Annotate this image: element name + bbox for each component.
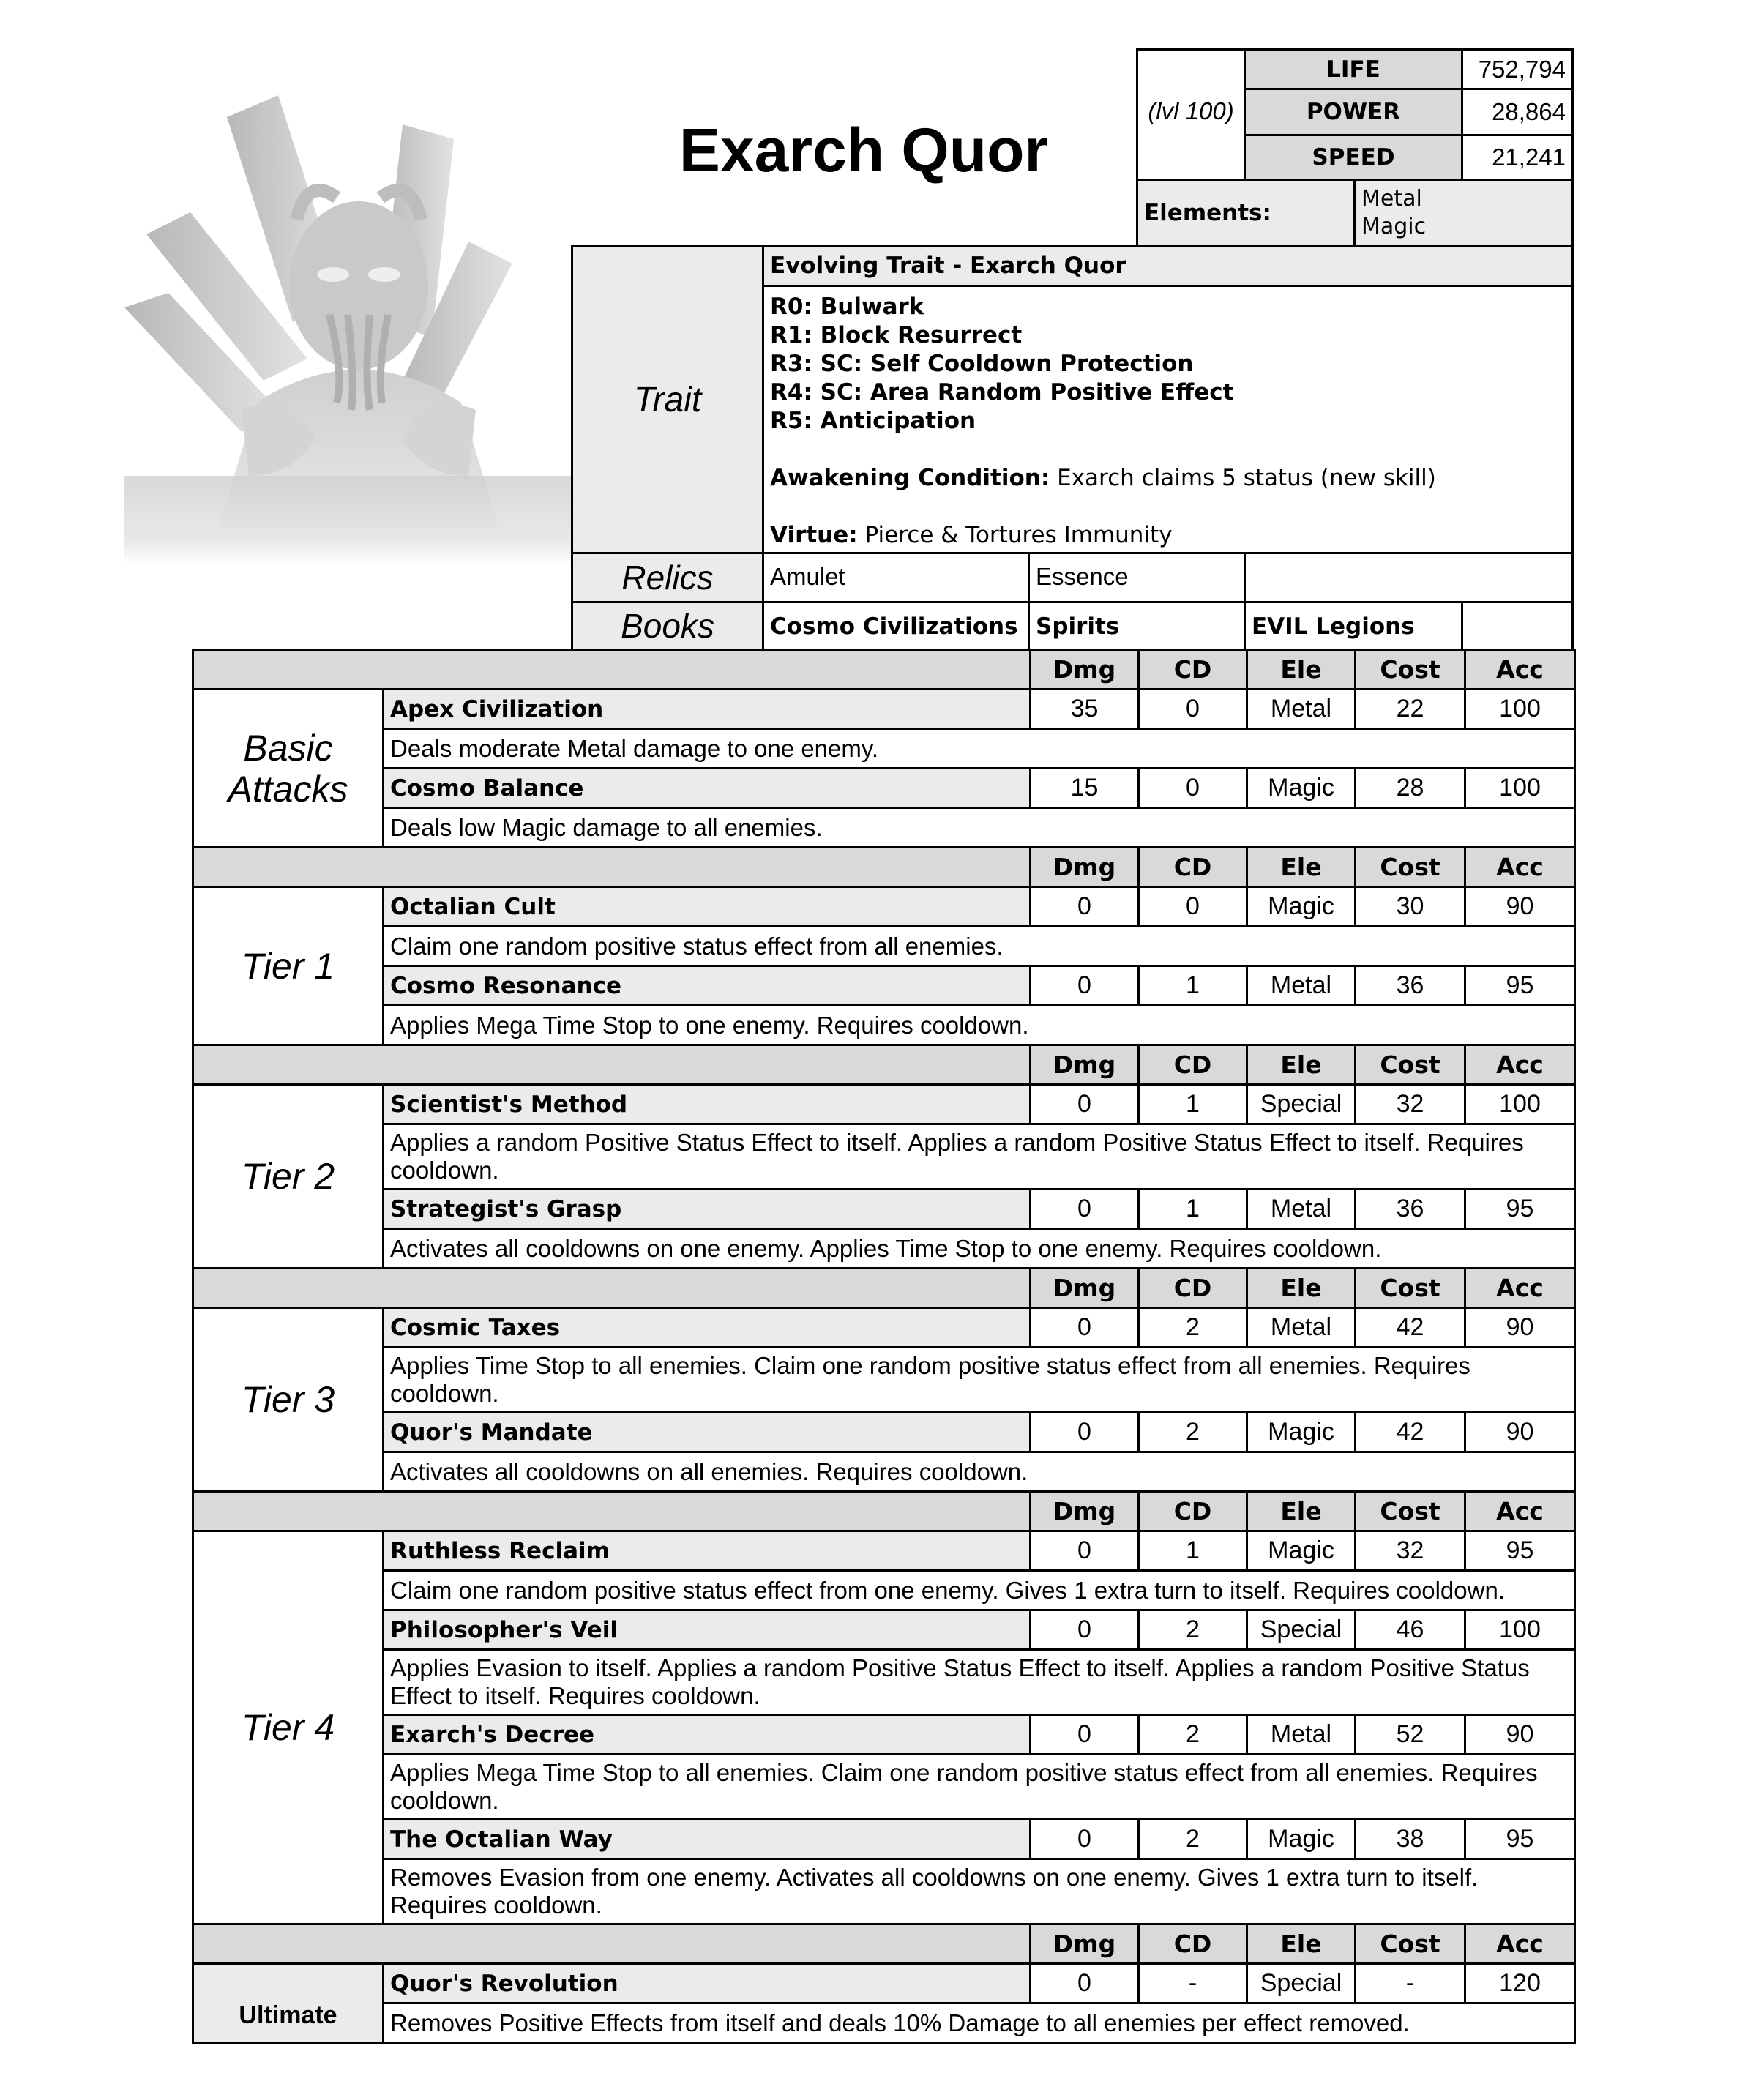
skill-description-row [193, 1452, 1575, 1492]
skill-row [193, 1820, 1575, 1859]
skill-name: Quor's Mandate [384, 1413, 1031, 1452]
skill-dmg: 0 [1031, 1964, 1139, 2003]
section-header-row [193, 650, 1575, 690]
column-header-acc: Acc [1465, 1924, 1575, 1964]
skill-cd: 1 [1139, 1085, 1247, 1124]
skill-cd: 1 [1139, 1531, 1247, 1571]
column-header-cd: CD [1139, 848, 1247, 887]
relics-label-cell: Relics [571, 552, 764, 603]
skill-description-row [193, 1859, 1575, 1924]
skill-dmg: 35 [1031, 690, 1139, 729]
section-header-blank [193, 1045, 1031, 1085]
skill-acc: 95 [1465, 1189, 1575, 1229]
stats-box [1136, 48, 1574, 247]
skill-ele: Magic [1247, 1413, 1356, 1452]
skill-description: Deals moderate Metal damage to one enemy. [384, 729, 1575, 769]
column-header-dmg: Dmg [1031, 650, 1139, 690]
stat-label-power: POWER [1244, 88, 1463, 136]
book-item: Spirits [1028, 601, 1246, 651]
column-header-cd: CD [1139, 1269, 1247, 1308]
trait-rank: R5: Anticipation [770, 408, 976, 434]
column-header-acc: Acc [1465, 1269, 1575, 1308]
column-header-cd: CD [1139, 1045, 1247, 1085]
skill-row [193, 690, 1575, 729]
book-item: EVIL Legions [1244, 601, 1463, 651]
skill-description: Deals low Magic damage to all enemies. [384, 808, 1575, 848]
skill-cost: 32 [1356, 1085, 1465, 1124]
column-header-dmg: Dmg [1031, 1492, 1139, 1531]
column-header-ele: Ele [1247, 848, 1356, 887]
skill-row [193, 1308, 1575, 1348]
skill-description: Claim one random positive status effect from one enemy. Gives 1 extra turn to itself. Requires cooldown. [384, 1571, 1575, 1610]
skill-acc: 100 [1465, 769, 1575, 808]
skill-dmg: 0 [1031, 887, 1139, 927]
skill-ele: Metal [1247, 1189, 1356, 1229]
skill-cost: 36 [1356, 1189, 1465, 1229]
tier-label: Tier 2 [193, 1085, 384, 1269]
skill-name: Quor's Revolution [384, 1964, 1031, 2003]
skill-name: Scientist's Method [384, 1085, 1031, 1124]
relic-item [1244, 552, 1574, 603]
skill-cd: 2 [1139, 1610, 1247, 1650]
skill-acc: 95 [1465, 1820, 1575, 1859]
element-magic: Magic [1361, 214, 1427, 239]
trait-rank: R0: Bulwark [770, 294, 924, 320]
elements-values-cell [1353, 179, 1574, 247]
skill-cost: 38 [1356, 1820, 1465, 1859]
column-header-cost: Cost [1356, 1045, 1465, 1085]
column-header-acc: Acc [1465, 1045, 1575, 1085]
skill-description: Applies Mega Time Stop to all enemies. Claim one random positive status effect from all enemies. Requires cooldown. [384, 1755, 1575, 1820]
book-item: Cosmo Civilizations [762, 601, 1030, 651]
stat-value-life: 752,794 [1461, 48, 1574, 90]
skill-row [193, 1610, 1575, 1650]
skill-description-row [193, 1571, 1575, 1610]
skill-description: Applies Time Stop to all enemies. Claim one random positive status effect from all enemies. Requires cooldown. [384, 1348, 1575, 1413]
skill-ele: Magic [1247, 1531, 1356, 1571]
column-header-dmg: Dmg [1031, 1924, 1139, 1964]
skill-name: Cosmic Taxes [384, 1308, 1031, 1348]
skill-description: Applies Mega Time Stop to one enemy. Requires cooldown. [384, 1006, 1575, 1045]
section-header-blank [193, 1924, 1031, 1964]
skill-row [193, 966, 1575, 1006]
skill-description-row [193, 808, 1575, 848]
skill-dmg: 0 [1031, 1308, 1139, 1348]
column-header-cd: CD [1139, 1924, 1247, 1964]
skill-cd: 1 [1139, 966, 1247, 1006]
skill-acc: 90 [1465, 1308, 1575, 1348]
skill-cd: 0 [1139, 690, 1247, 729]
skill-acc: 95 [1465, 1531, 1575, 1571]
tier-label: Basic Attacks [193, 690, 384, 848]
skill-cd: 2 [1139, 1820, 1247, 1859]
skill-description-row [193, 1650, 1575, 1715]
section-header-row [193, 1269, 1575, 1308]
section-header-row [193, 1492, 1575, 1531]
trait-header: Evolving Trait - Exarch Quor [770, 253, 1126, 279]
hero-portrait-image [124, 95, 578, 564]
skill-description-row [193, 1006, 1575, 1045]
elements-label-cell: Elements: [1136, 179, 1356, 247]
skill-acc: 95 [1465, 966, 1575, 1006]
tier-label: Tier 4 [193, 1531, 384, 1924]
column-header-ele: Ele [1247, 1492, 1356, 1531]
skill-cd: 1 [1139, 1189, 1247, 1229]
skill-cd: - [1139, 1964, 1247, 2003]
skill-ele: Metal [1247, 966, 1356, 1006]
element-metal: Metal [1361, 186, 1422, 212]
section-header-blank [193, 650, 1031, 690]
stat-value-speed: 21,241 [1461, 134, 1574, 181]
skill-cost: 42 [1356, 1413, 1465, 1452]
column-header-cost: Cost [1356, 1924, 1465, 1964]
trait-details-cell [762, 285, 1574, 554]
skill-description: Claim one random positive status effect from all enemies. [384, 927, 1575, 966]
column-header-ele: Ele [1247, 650, 1356, 690]
skill-ele: Metal [1247, 1715, 1356, 1755]
skill-description-row [193, 1348, 1575, 1413]
skill-dmg: 0 [1031, 1531, 1139, 1571]
virtue: Virtue: Pierce & Tortures Immunity [770, 522, 1173, 548]
trait-rank: R3: SC: Self Cooldown Protection [770, 351, 1194, 377]
column-header-cost: Cost [1356, 848, 1465, 887]
page-title: Exarch Quor [679, 116, 1049, 184]
trait-header-cell [762, 245, 1574, 287]
tier-label: Ultimate [193, 1964, 384, 2043]
skill-ele: Magic [1247, 887, 1356, 927]
skill-row [193, 1531, 1575, 1571]
skill-description-row [193, 1229, 1575, 1269]
skill-cost: 36 [1356, 966, 1465, 1006]
column-header-ele: Ele [1247, 1924, 1356, 1964]
skill-row [193, 1715, 1575, 1755]
trait-label-cell: Trait [571, 245, 764, 554]
skill-description-row [193, 729, 1575, 769]
skill-ele: Magic [1247, 1820, 1356, 1859]
skill-acc: 90 [1465, 1715, 1575, 1755]
skill-acc: 90 [1465, 1413, 1575, 1452]
skill-description: Applies Evasion to itself. Applies a random Positive Status Effect to itself. Applies a random Positive Status Effect to itself. Requires cooldown. [384, 1650, 1575, 1715]
skill-dmg: 0 [1031, 1413, 1139, 1452]
column-header-acc: Acc [1465, 848, 1575, 887]
skill-ele: Special [1247, 1964, 1356, 2003]
column-header-cd: CD [1139, 650, 1247, 690]
skill-name: The Octalian Way [384, 1820, 1031, 1859]
skill-acc: 100 [1465, 690, 1575, 729]
skill-ele: Magic [1247, 769, 1356, 808]
skill-ele: Special [1247, 1610, 1356, 1650]
section-header-blank [193, 848, 1031, 887]
section-header-blank [193, 1492, 1031, 1531]
tier-label: Tier 3 [193, 1308, 384, 1492]
skill-cd: 2 [1139, 1715, 1247, 1755]
skill-dmg: 0 [1031, 1715, 1139, 1755]
section-header-blank [193, 1269, 1031, 1308]
skill-description-row [193, 1755, 1575, 1820]
skill-ele: Metal [1247, 1308, 1356, 1348]
skill-description: Activates all cooldowns on all enemies. Requires cooldown. [384, 1452, 1575, 1492]
skill-cost: - [1356, 1964, 1465, 2003]
skill-acc: 100 [1465, 1610, 1575, 1650]
skill-dmg: 15 [1031, 769, 1139, 808]
skill-name: Philosopher's Veil [384, 1610, 1031, 1650]
skill-description: Removes Positive Effects from itself and deals 10% Damage to all enemies per effect removed. [384, 2003, 1575, 2043]
skill-cost: 32 [1356, 1531, 1465, 1571]
column-header-ele: Ele [1247, 1269, 1356, 1308]
column-header-cd: CD [1139, 1492, 1247, 1531]
column-header-dmg: Dmg [1031, 848, 1139, 887]
tier-label: Tier 1 [193, 887, 384, 1045]
skill-acc: 90 [1465, 887, 1575, 927]
skill-acc: 120 [1465, 1964, 1575, 2003]
skill-dmg: 0 [1031, 1610, 1139, 1650]
trait-rank: R1: Block Resurrect [770, 322, 1023, 348]
column-header-acc: Acc [1465, 1492, 1575, 1531]
skill-cd: 0 [1139, 769, 1247, 808]
skill-ele: Special [1247, 1085, 1356, 1124]
skill-description-row [193, 2003, 1575, 2043]
trait-rank: R4: SC: Area Random Positive Effect [770, 379, 1234, 406]
stat-label-life: LIFE [1244, 48, 1463, 90]
stat-label-speed: SPEED [1244, 134, 1463, 181]
skill-dmg: 0 [1031, 1085, 1139, 1124]
skill-row [193, 1189, 1575, 1229]
relic-item: Amulet [762, 552, 1030, 603]
column-header-acc: Acc [1465, 650, 1575, 690]
skill-name: Cosmo Resonance [384, 966, 1031, 1006]
skill-cd: 2 [1139, 1413, 1247, 1452]
awakening-condition: Awakening Condition: Exarch claims 5 status (new skill) [770, 465, 1436, 491]
skill-cost: 46 [1356, 1610, 1465, 1650]
skill-row [193, 1964, 1575, 2003]
skill-name: Exarch's Decree [384, 1715, 1031, 1755]
level-text: (lvl 100) [1148, 97, 1234, 124]
skill-ele: Metal [1247, 690, 1356, 729]
skill-description-row [193, 1124, 1575, 1189]
column-header-ele: Ele [1247, 1045, 1356, 1085]
skill-row [193, 1085, 1575, 1124]
skill-name: Apex Civilization [384, 690, 1031, 729]
skill-name: Cosmo Balance [384, 769, 1031, 808]
skills-table [192, 649, 1576, 2044]
skill-description: Applies a random Positive Status Effect to itself. Applies a random Positive Status Effect to itself. Requires cooldown. [384, 1124, 1575, 1189]
skill-cd: 0 [1139, 887, 1247, 927]
skill-cd: 2 [1139, 1308, 1247, 1348]
section-header-row [193, 1045, 1575, 1085]
skill-dmg: 0 [1031, 1189, 1139, 1229]
skill-name: Strategist's Grasp [384, 1189, 1031, 1229]
skill-cost: 30 [1356, 887, 1465, 927]
books-label-cell: Books [571, 601, 764, 651]
skill-row [193, 887, 1575, 927]
skill-cost: 22 [1356, 690, 1465, 729]
column-header-cost: Cost [1356, 1492, 1465, 1531]
column-header-cost: Cost [1356, 1269, 1465, 1308]
skill-row [193, 769, 1575, 808]
skill-description-row [193, 927, 1575, 966]
skill-description: Removes Evasion from one enemy. Activates all cooldowns on one enemy. Gives 1 extra turn to itself. Requires cooldown. [384, 1859, 1575, 1924]
skill-dmg: 0 [1031, 1820, 1139, 1859]
skill-cost: 28 [1356, 769, 1465, 808]
column-header-cost: Cost [1356, 650, 1465, 690]
skill-name: Ruthless Reclaim [384, 1531, 1031, 1571]
skill-acc: 100 [1465, 1085, 1575, 1124]
skill-cost: 52 [1356, 1715, 1465, 1755]
skill-description: Activates all cooldowns on one enemy. Applies Time Stop to one enemy. Requires cooldown. [384, 1229, 1575, 1269]
section-header-row [193, 848, 1575, 887]
skill-row [193, 1413, 1575, 1452]
skill-cost: 42 [1356, 1308, 1465, 1348]
column-header-dmg: Dmg [1031, 1269, 1139, 1308]
section-header-row [193, 1924, 1575, 1964]
stat-value-power: 28,864 [1461, 88, 1574, 136]
relic-item: Essence [1028, 552, 1246, 603]
skill-name: Octalian Cult [384, 887, 1031, 927]
skill-dmg: 0 [1031, 966, 1139, 1006]
column-header-dmg: Dmg [1031, 1045, 1139, 1085]
book-item [1461, 601, 1574, 651]
